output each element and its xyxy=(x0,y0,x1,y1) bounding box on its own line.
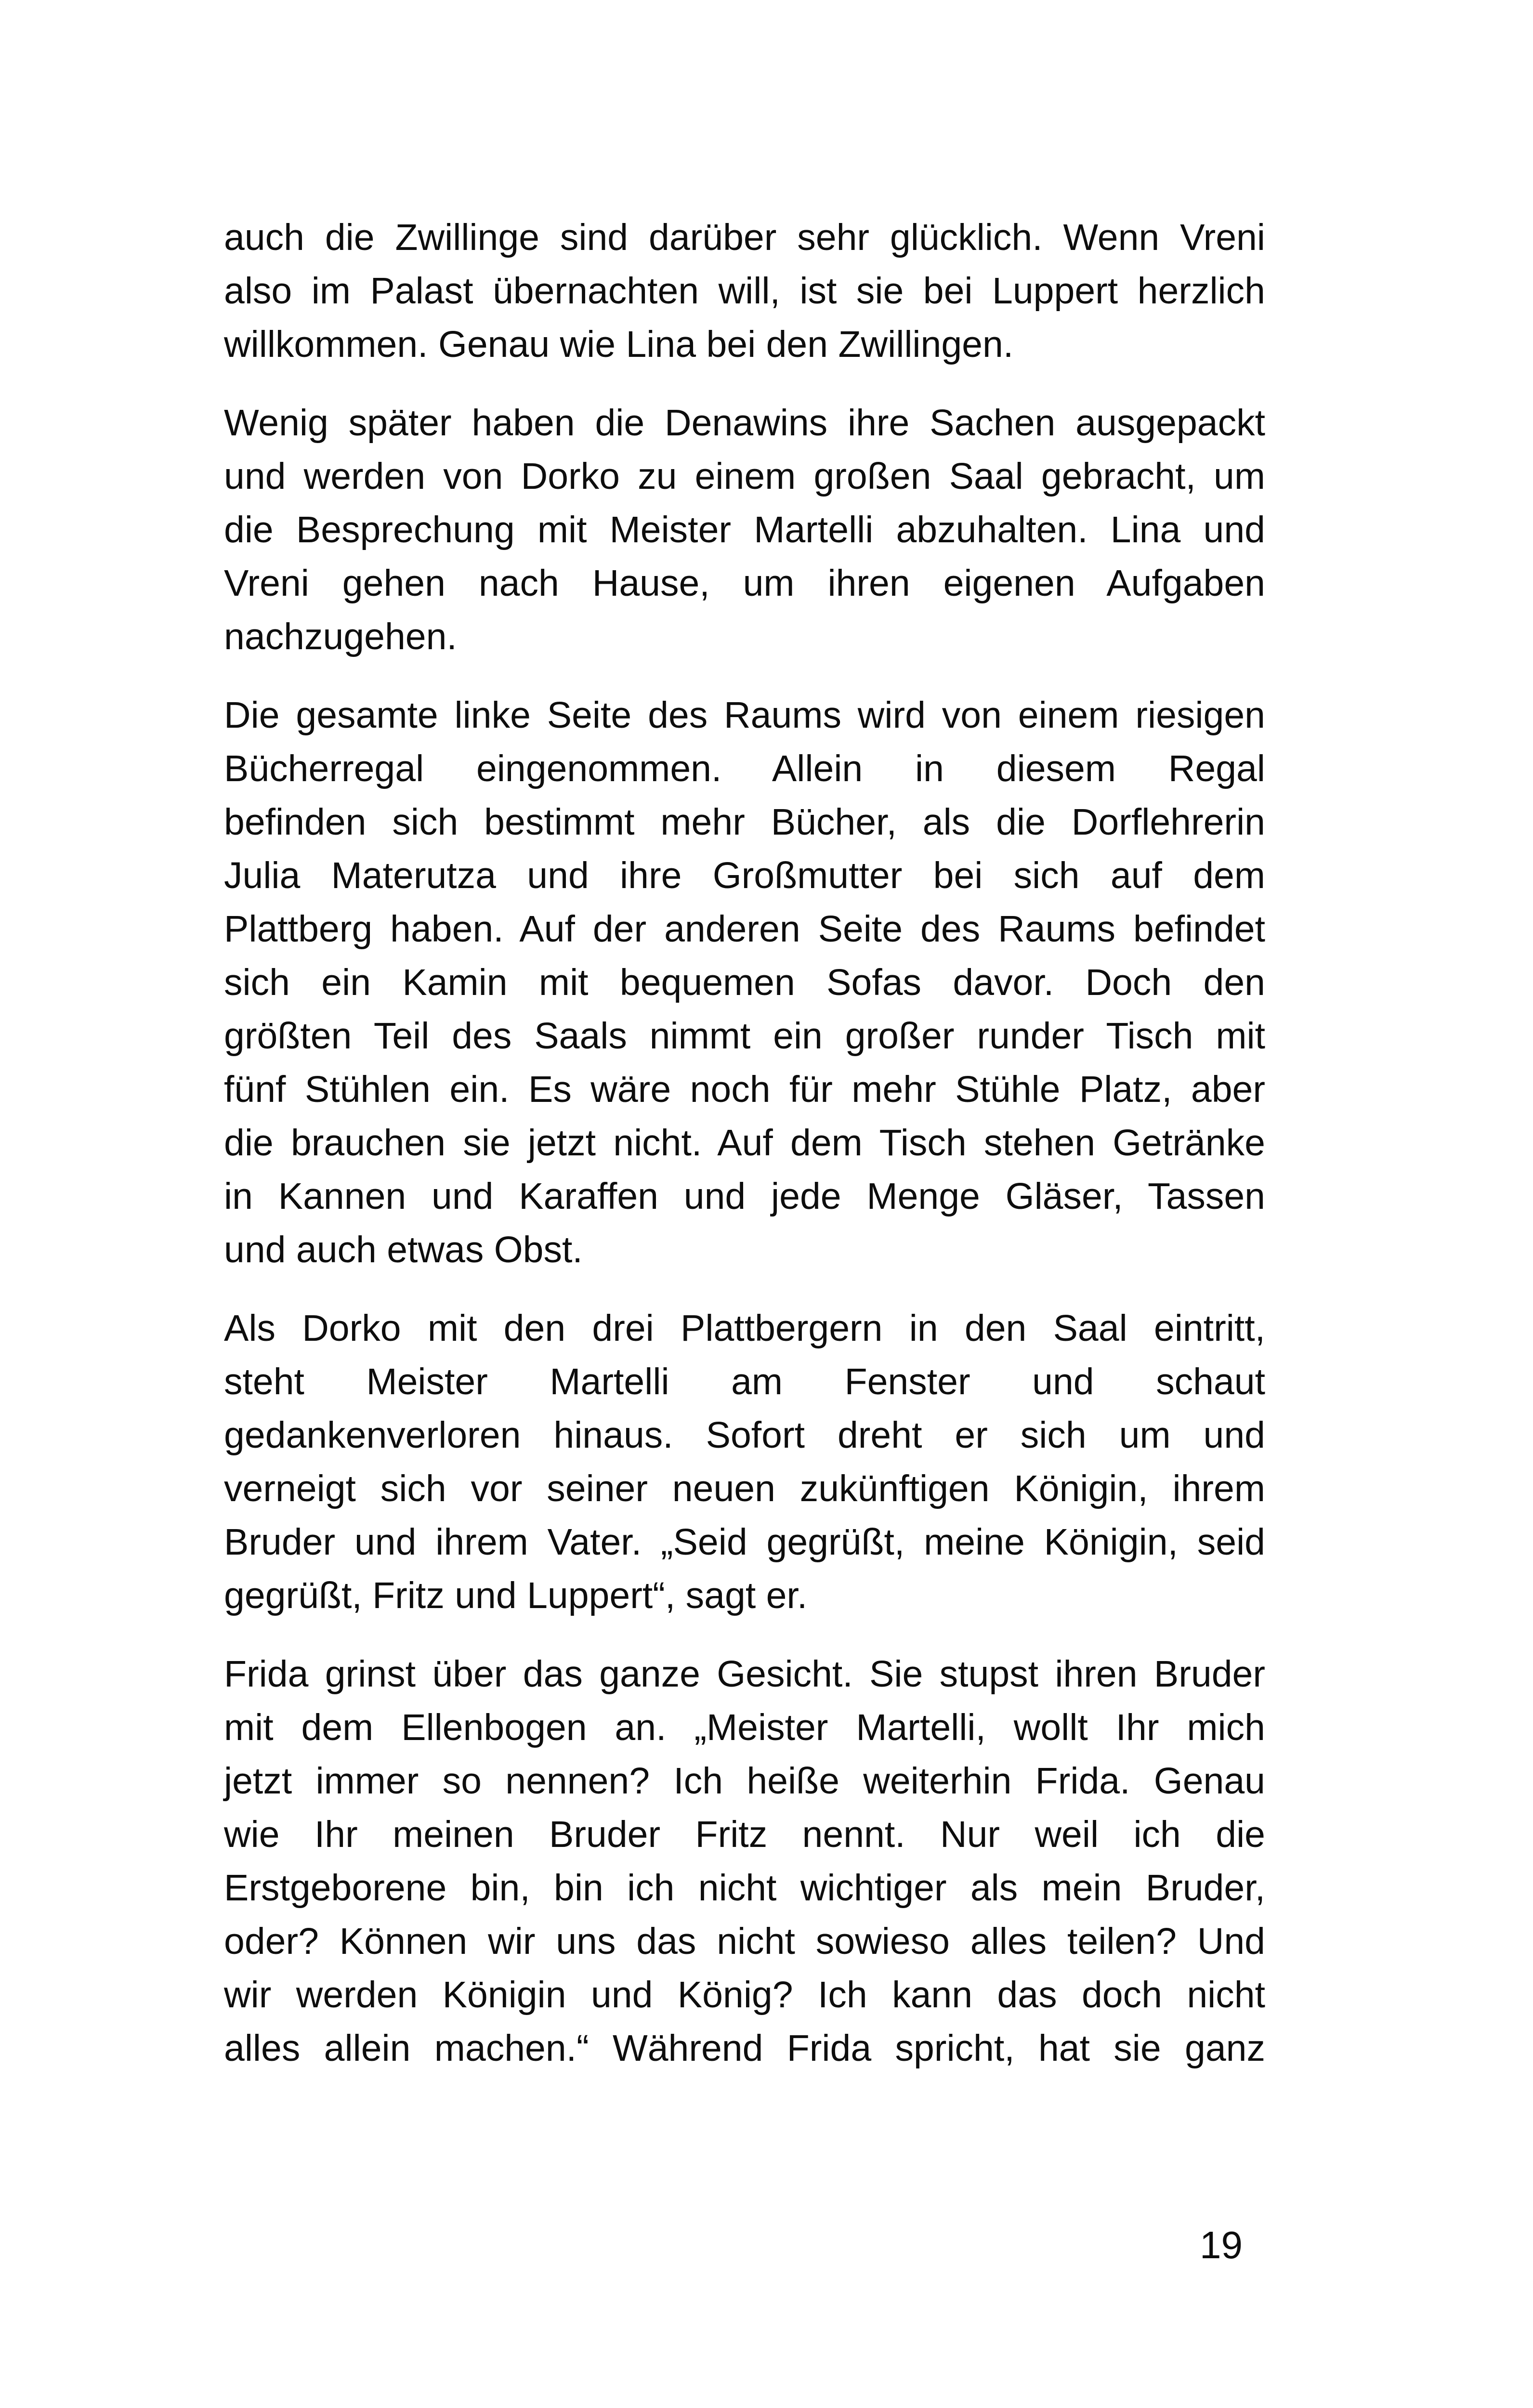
text-line: Frida grinst über das ganze Gesicht. Sie stupst ihren Bruder xyxy=(224,1653,1265,1695)
text-line: also im Palast übernachten will, ist sie bei Luppert herzlich xyxy=(224,270,1265,312)
text-line: gegrüßt, Fritz und Luppert“, sagt er. xyxy=(224,1575,808,1616)
text-line: fünf Stühlen ein. Es wäre noch für mehr Stühle Platz, aber xyxy=(224,1069,1265,1110)
text-line: sich ein Kamin mit bequemen Sofas davor. Doch den xyxy=(224,962,1265,1003)
text-line: steht Meister Martelli am Fenster und schaut xyxy=(224,1361,1265,1402)
paragraph-2 xyxy=(224,396,1265,664)
text-line: Erstgeborene bin, bin ich nicht wichtiger als mein Bruder, xyxy=(224,1867,1265,1909)
text-line: Bruder und ihrem Vater. „Seid gegrüßt, meine Königin, seid xyxy=(224,1521,1265,1563)
text-line: die brauchen sie jetzt nicht. Auf dem Tisch stehen Getränke xyxy=(224,1122,1265,1164)
text-line: Vreni gehen nach Hause, um ihren eigenen Aufgaben xyxy=(224,563,1265,604)
text-line: Wenig später haben die Denawins ihre Sachen ausgepackt xyxy=(224,402,1265,444)
text-line: Als Dorko mit den drei Plattbergern in den Saal eintritt, xyxy=(224,1308,1265,1349)
text-line: jetzt immer so nennen? Ich heiße weiterhin Frida. Genau xyxy=(224,1760,1265,1802)
body-text xyxy=(224,211,1265,2100)
paragraph-1 xyxy=(224,211,1265,371)
text-line: wir werden Königin und König? Ich kann das doch nicht xyxy=(224,1974,1265,2015)
text-line: verneigt sich vor seiner neuen zukünftigen Königin, ihrem xyxy=(224,1468,1265,1509)
text-line: wie Ihr meinen Bruder Fritz nennt. Nur weil ich die xyxy=(224,1814,1265,1855)
text-line: nachzugehen. xyxy=(224,616,457,657)
page-number: 19 xyxy=(1200,2224,1243,2266)
text-line: gedankenverloren hinaus. Sofort dreht er sich um und xyxy=(224,1414,1265,1456)
text-line: und auch etwas Obst. xyxy=(224,1229,583,1270)
text-line: Plattberg haben. Auf der anderen Seite des Raums befindet xyxy=(224,908,1265,950)
text-line: größten Teil des Saals nimmt ein großer runder Tisch mit xyxy=(224,1015,1265,1057)
paragraph-4 xyxy=(224,1302,1265,1623)
text-line: die Besprechung mit Meister Martelli abzuhalten. Lina und xyxy=(224,509,1265,550)
text-line: und werden von Dorko zu einem großen Saal gebracht, um xyxy=(224,456,1265,497)
text-line: auch die Zwillinge sind darüber sehr glücklich. Wenn Vreni xyxy=(224,217,1265,258)
text-line: Bücherregal eingenommen. Allein in diesem Regal xyxy=(224,748,1265,789)
text-line: befinden sich bestimmt mehr Bücher, als die Dorflehrerin xyxy=(224,801,1265,843)
text-line: Julia Materutza und ihre Großmutter bei sich auf dem xyxy=(224,855,1265,896)
text-line: alles allein machen.“ Während Frida spricht, hat sie ganz xyxy=(224,2028,1265,2069)
text-line: oder? Können wir uns das nicht sowieso alles teilen? Und xyxy=(224,1921,1265,1962)
text-line: in Kannen und Karaffen und jede Menge Gläser, Tassen xyxy=(224,1176,1265,1217)
paragraph-3 xyxy=(224,689,1265,1277)
text-line: mit dem Ellenbogen an. „Meister Martelli, wollt Ihr mich xyxy=(224,1707,1265,1748)
text-line: Die gesamte linke Seite des Raums wird von einem riesigen xyxy=(224,694,1265,736)
text-line: willkommen. Genau wie Lina bei den Zwillingen. xyxy=(224,324,1014,365)
paragraph-5 xyxy=(224,1648,1265,2075)
